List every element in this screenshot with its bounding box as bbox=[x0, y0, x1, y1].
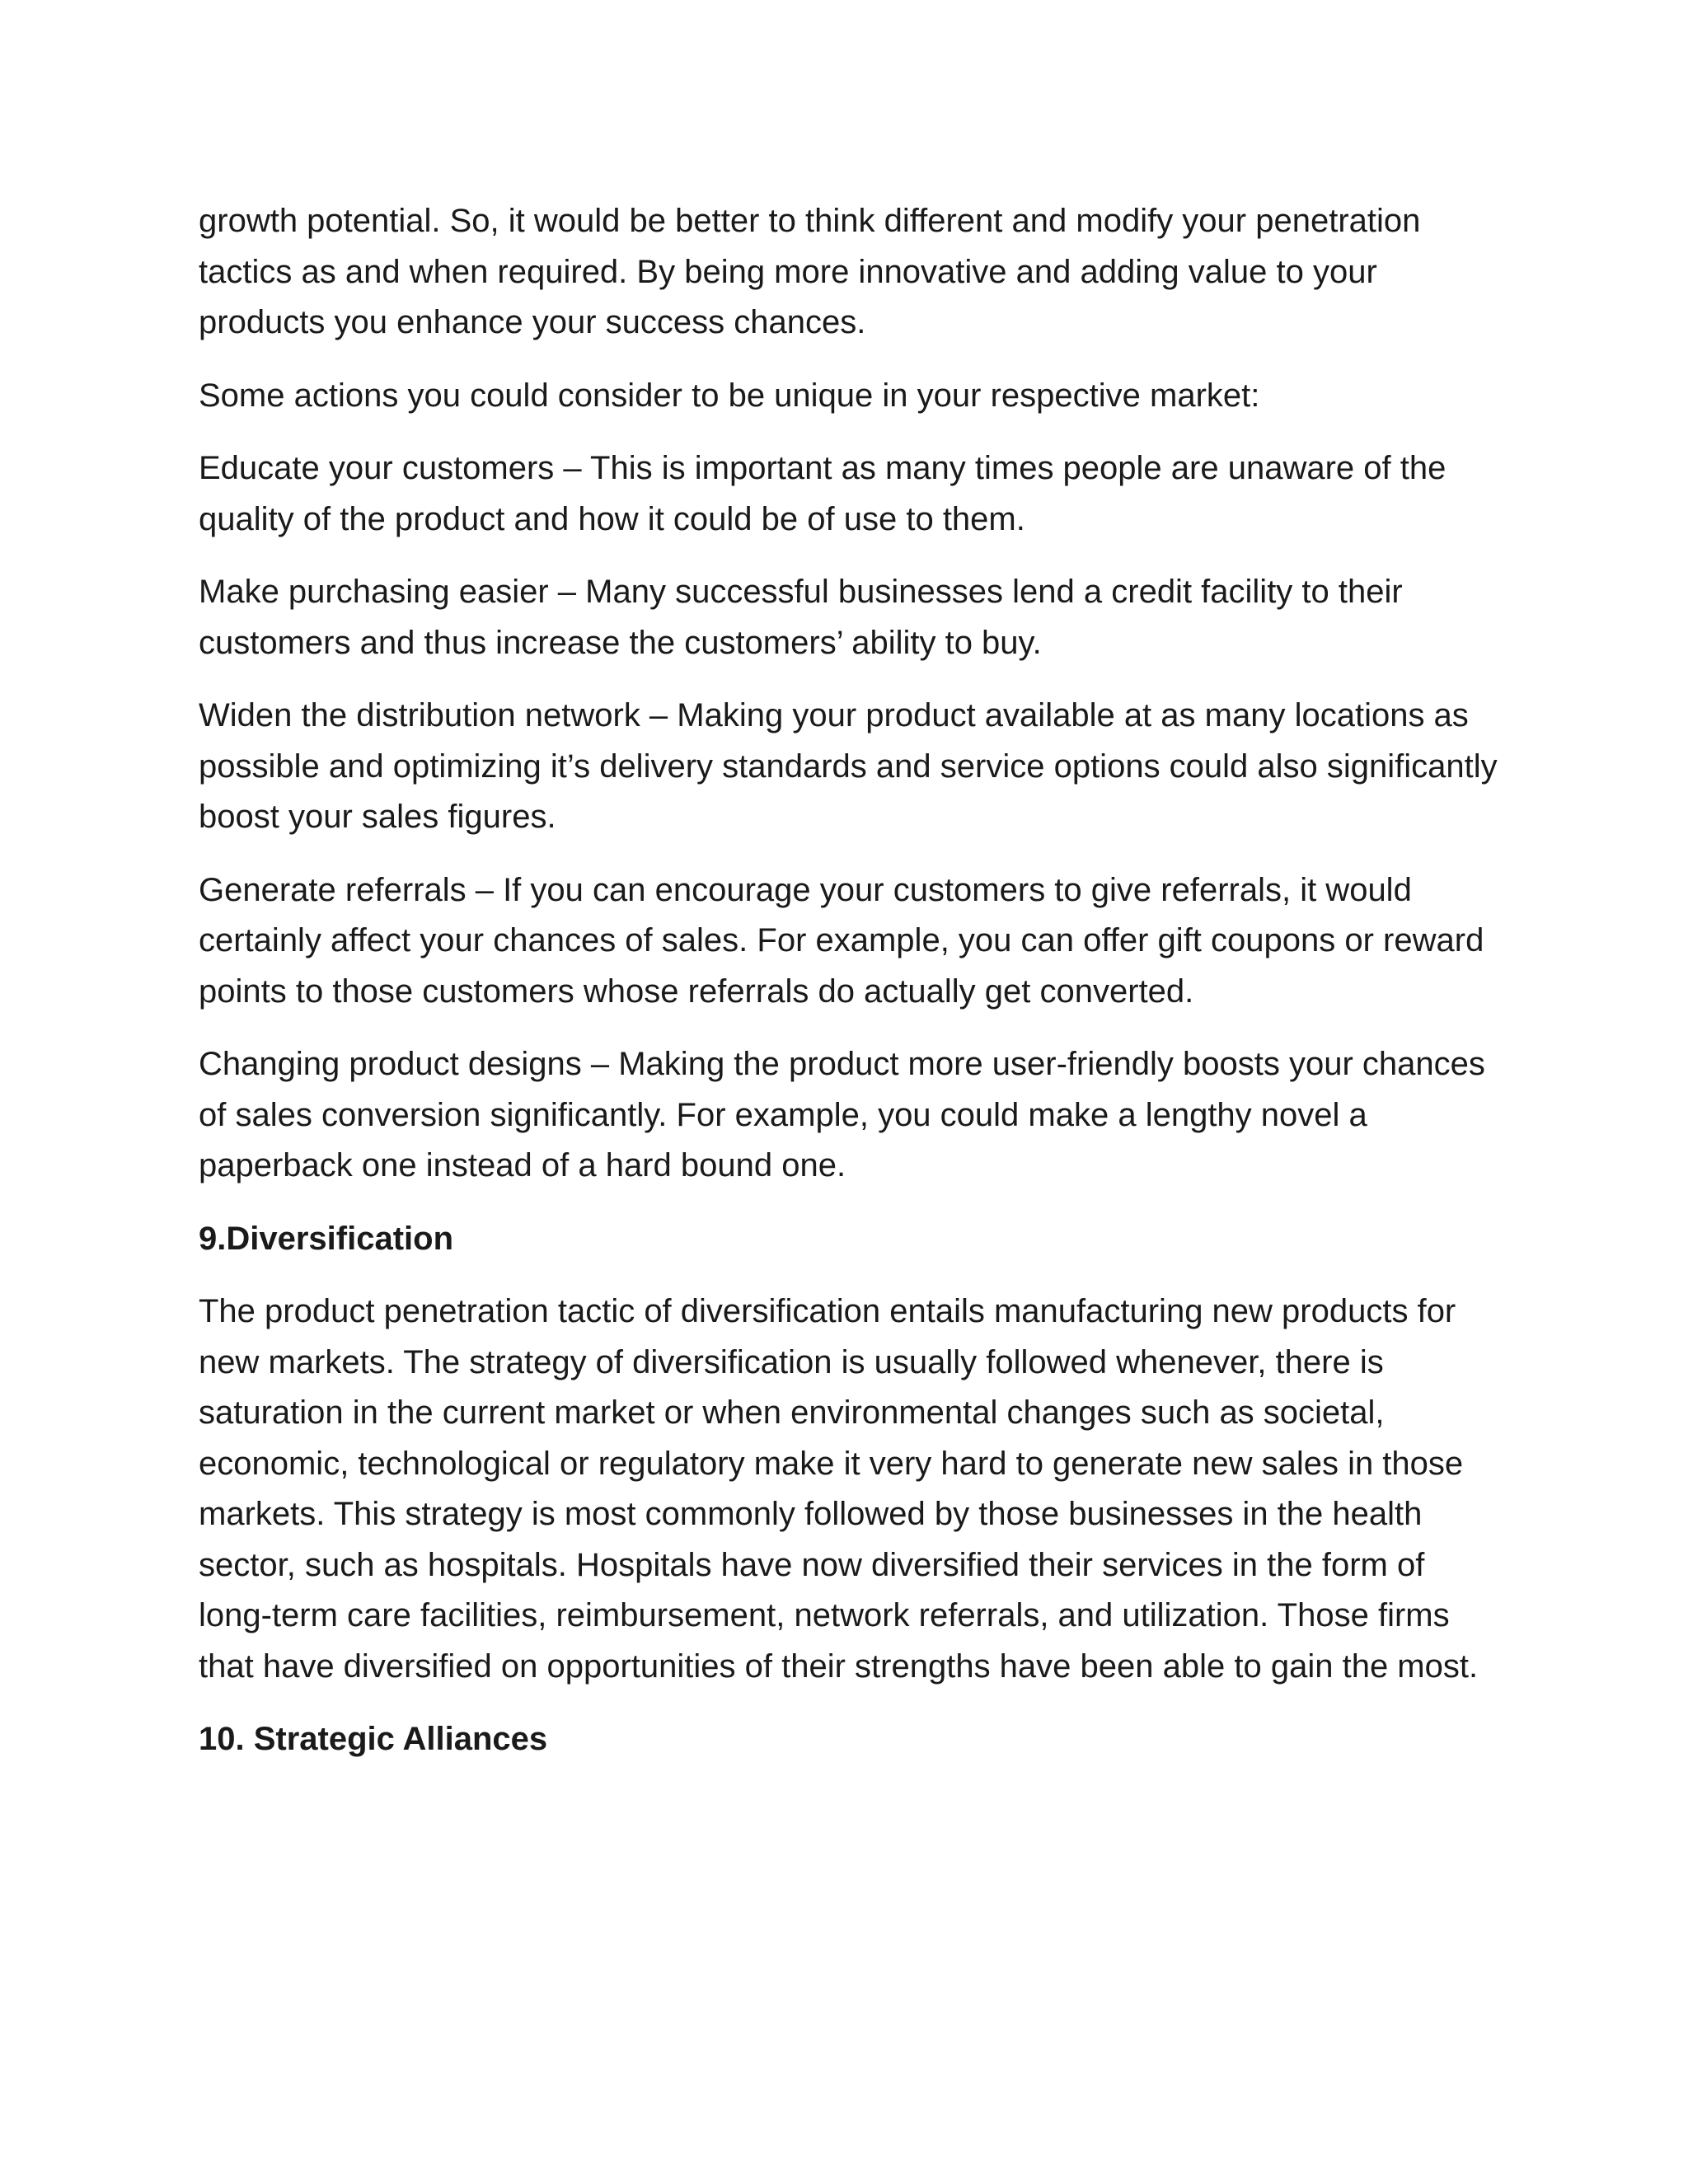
document-body bbox=[199, 196, 1501, 1788]
paragraph-widen-distribution: Widen the distribution network – Making your product available at as many locations as possible and optimizing it’s delivery standards and service options could also significantly boost your sales figures. bbox=[199, 697, 1498, 835]
heading-strategic-alliances: 10. Strategic Alliances bbox=[199, 1721, 548, 1757]
paragraph-generate-referrals: Generate referrals – If you can encourage your customers to give referrals, it would certainly affect your chances of sales. For example, you can offer gift coupons or reward points to those customers whose referrals do actually get converted. bbox=[199, 871, 1484, 1010]
paragraph-growth-potential: growth potential. So, it would be better to think different and modify your penetration tactics as and when required. By being more innovative and adding value to your products you enhance your success chances. bbox=[199, 203, 1421, 340]
paragraph-diversification: The product penetration tactic of diversification entails manufacturing new products for new markets. The strategy of diversification is usually followed whenever, there is saturation in the current market or when environmental changes such as societal, economic, technological or regulatory make it very hard to generate new sales in those markets. This strategy is most commonly followed by those businesses in the health sector, such as hospitals. Hospitals have now diversified their services in the form of long-term care facilities, reimbursement, network referrals, and utilization. Those firms that have diversified on opportunities of their strengths have been able to gain the most. bbox=[199, 1293, 1479, 1685]
paragraph-make-purchasing-easier: Make purchasing easier – Many successful businesses lend a credit facility to their customers and thus increase the customers’ ability to buy. bbox=[199, 574, 1403, 661]
paragraph-educate-customers: Educate your customers – This is important as many times people are unaware of the quality of the product and how it could be of use to them. bbox=[199, 450, 1447, 537]
heading-diversification: 9.Diversification bbox=[199, 1220, 454, 1257]
paragraph-actions-intro: Some actions you could consider to be unique in your respective market: bbox=[199, 377, 1260, 414]
paragraph-changing-designs: Changing product designs – Making the product more user-friendly boosts your chances of sales conversion significantly. For example, you could make a lengthy novel a paperback one instead of a hard bound one. bbox=[199, 1046, 1485, 1183]
